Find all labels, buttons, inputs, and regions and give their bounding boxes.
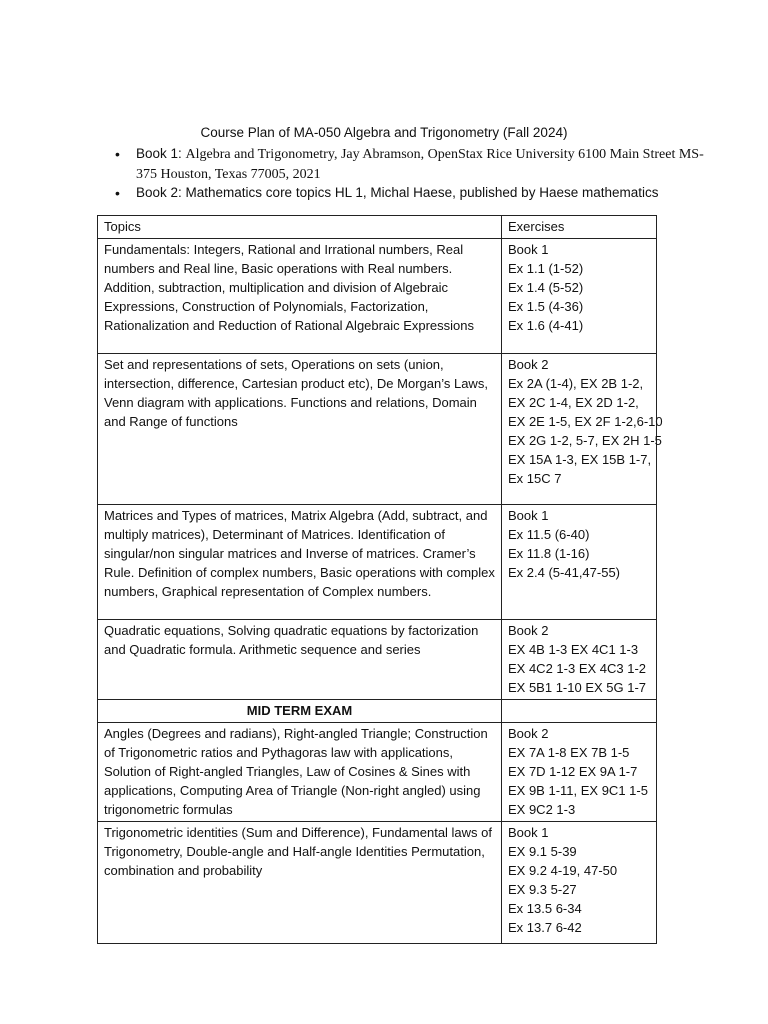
book-list	[112, 145, 712, 203]
exercise-line: EX 7D 1-12 EX 9A 1-7	[508, 764, 638, 779]
exercise-line: Ex 15C 7	[508, 471, 562, 486]
exercise-line: EX 7A 1-8 EX 7B 1-5	[508, 745, 630, 760]
exercise-line: Ex 1.1 (1-52)	[508, 261, 584, 276]
book-item	[112, 184, 712, 203]
exercise-line: EX 4C2 1-3 EX 4C3 1-2	[508, 661, 647, 676]
exercise-line: EX 2C 1-4, EX 2D 1-2,	[508, 395, 639, 410]
topic-cell: Trigonometric identities (Sum and Difference), Fundamental laws of Trigonometry, Double-angle and Half-angle Identities Permutation, combination and probability	[98, 822, 502, 944]
exercise-line: EX 5B1 1-10 EX 5G 1-7	[508, 680, 647, 695]
empty-exercises-cell	[502, 700, 657, 723]
exercises-cell	[502, 354, 663, 505]
exercise-line: Book 2	[508, 726, 549, 741]
topic-cell: Angles (Degrees and radians), Right-angled Triangle; Construction of Trigonometric ratios and Pythagoras law with applications, Solution of Right-angled Triangles, Law of Cosines & Sines with applications, Computing Area of Triangle (Non-right angled) using trigonometric formulas	[98, 723, 502, 822]
exercise-line: Ex 2.4 (5-41,47-55)	[508, 565, 621, 580]
table-row	[98, 620, 657, 700]
exercise-line: EX 9.2 4-19, 47-50	[508, 863, 618, 878]
topic-cell: Quadratic equations, Solving quadratic equations by factorization and Quadratic formula. Arithmetic sequence and series	[98, 620, 502, 700]
topic-cell: Set and representations of sets, Operations on sets (union, intersection, difference, Cartesian product etc), De Morgan’s Laws, Venn diagram with applications. Functions and relations, Domain and Range of functions	[98, 354, 502, 505]
exercise-line: Ex 13.5 6-34	[508, 901, 582, 916]
mid-term-exam-label: MID TERM EXAM	[98, 700, 502, 723]
exercise-line: Book 2	[508, 357, 549, 372]
exercise-line: Ex 1.5 (4-36)	[508, 299, 584, 314]
exercise-line: Book 1	[508, 508, 549, 523]
book-label: Book 1:	[136, 146, 186, 161]
page-title: Course Plan of MA-050 Algebra and Trigonometry (Fall 2024)	[200, 125, 568, 140]
exercise-line: Ex 1.4 (5-52)	[508, 280, 584, 295]
exercise-line: Book 2	[508, 623, 549, 638]
exercise-line: EX 9C2 1-3	[508, 802, 576, 817]
exercise-line: Ex 1.6 (4-41)	[508, 318, 584, 333]
table-header-row	[98, 216, 657, 239]
exam-row	[98, 700, 657, 723]
exercise-line: EX 9.3 5-27	[508, 882, 577, 897]
table-row	[98, 822, 657, 944]
exercises-header: Exercises	[502, 216, 657, 239]
exercise-line: Book 1	[508, 825, 549, 840]
exercise-line: EX 2G 1-2, 5-7, EX 2H 1-5	[508, 433, 662, 448]
topic-cell: Matrices and Types of matrices, Matrix Algebra (Add, subtract, and multiply matrices), Determinant of Matrices. Identification of singular/non singular matrices and Inverse of matrices. Cramer’s Rule. Definition of complex numbers, Basic operations with complex numbers, Graphical representation of Complex numbers.	[98, 505, 502, 620]
exercises-cell	[502, 620, 657, 700]
exercise-line: Book 1	[508, 242, 549, 257]
exercises-cell	[502, 505, 657, 620]
exercises-cell	[502, 723, 657, 822]
exercise-line: EX 9B 1-11, EX 9C1 1-5	[508, 783, 648, 798]
table-row	[98, 723, 657, 822]
table-row	[98, 239, 657, 354]
table-row	[98, 505, 657, 620]
table-row	[98, 354, 657, 505]
exercise-line: EX 2E 1-5, EX 2F 1-2,6-10	[508, 414, 663, 429]
book-reference: Book 2: Mathematics core topics HL 1, Michal Haese, published by Haese mathematics	[136, 185, 659, 200]
exercises-cell	[502, 822, 657, 944]
exercise-line: Ex 11.8 (1-16)	[508, 546, 590, 561]
exercise-line: EX 9.1 5-39	[508, 844, 577, 859]
exercises-cell	[502, 239, 657, 354]
topic-cell: Fundamentals: Integers, Rational and Irrational numbers, Real numbers and Real line, Basic operations with Real numbers. Addition, subtraction, multiplication and division of Algebraic Expressions, Construction of Polynomials, Factorization, Rationalization and Reduction of Rational Algebraic Expressions	[98, 239, 502, 354]
exercise-line: EX 15A 1-3, EX 15B 1-7,	[508, 452, 652, 467]
course-plan-table	[97, 215, 663, 944]
exercise-line: Ex 2A (1-4), EX 2B 1-2,	[508, 376, 644, 391]
book-item	[112, 145, 712, 184]
exercise-line: Ex 11.5 (6-40)	[508, 527, 590, 542]
topics-header: Topics	[98, 216, 502, 239]
exercise-line: Ex 13.7 6-42	[508, 920, 582, 935]
book-reference: Algebra and Trigonometry, Jay Abramson, OpenStax Rice University 6100 Main Street MS-375 Houston, Texas 77005, 2021	[136, 147, 704, 182]
exercise-line: EX 4B 1-3 EX 4C1 1-3	[508, 642, 639, 657]
